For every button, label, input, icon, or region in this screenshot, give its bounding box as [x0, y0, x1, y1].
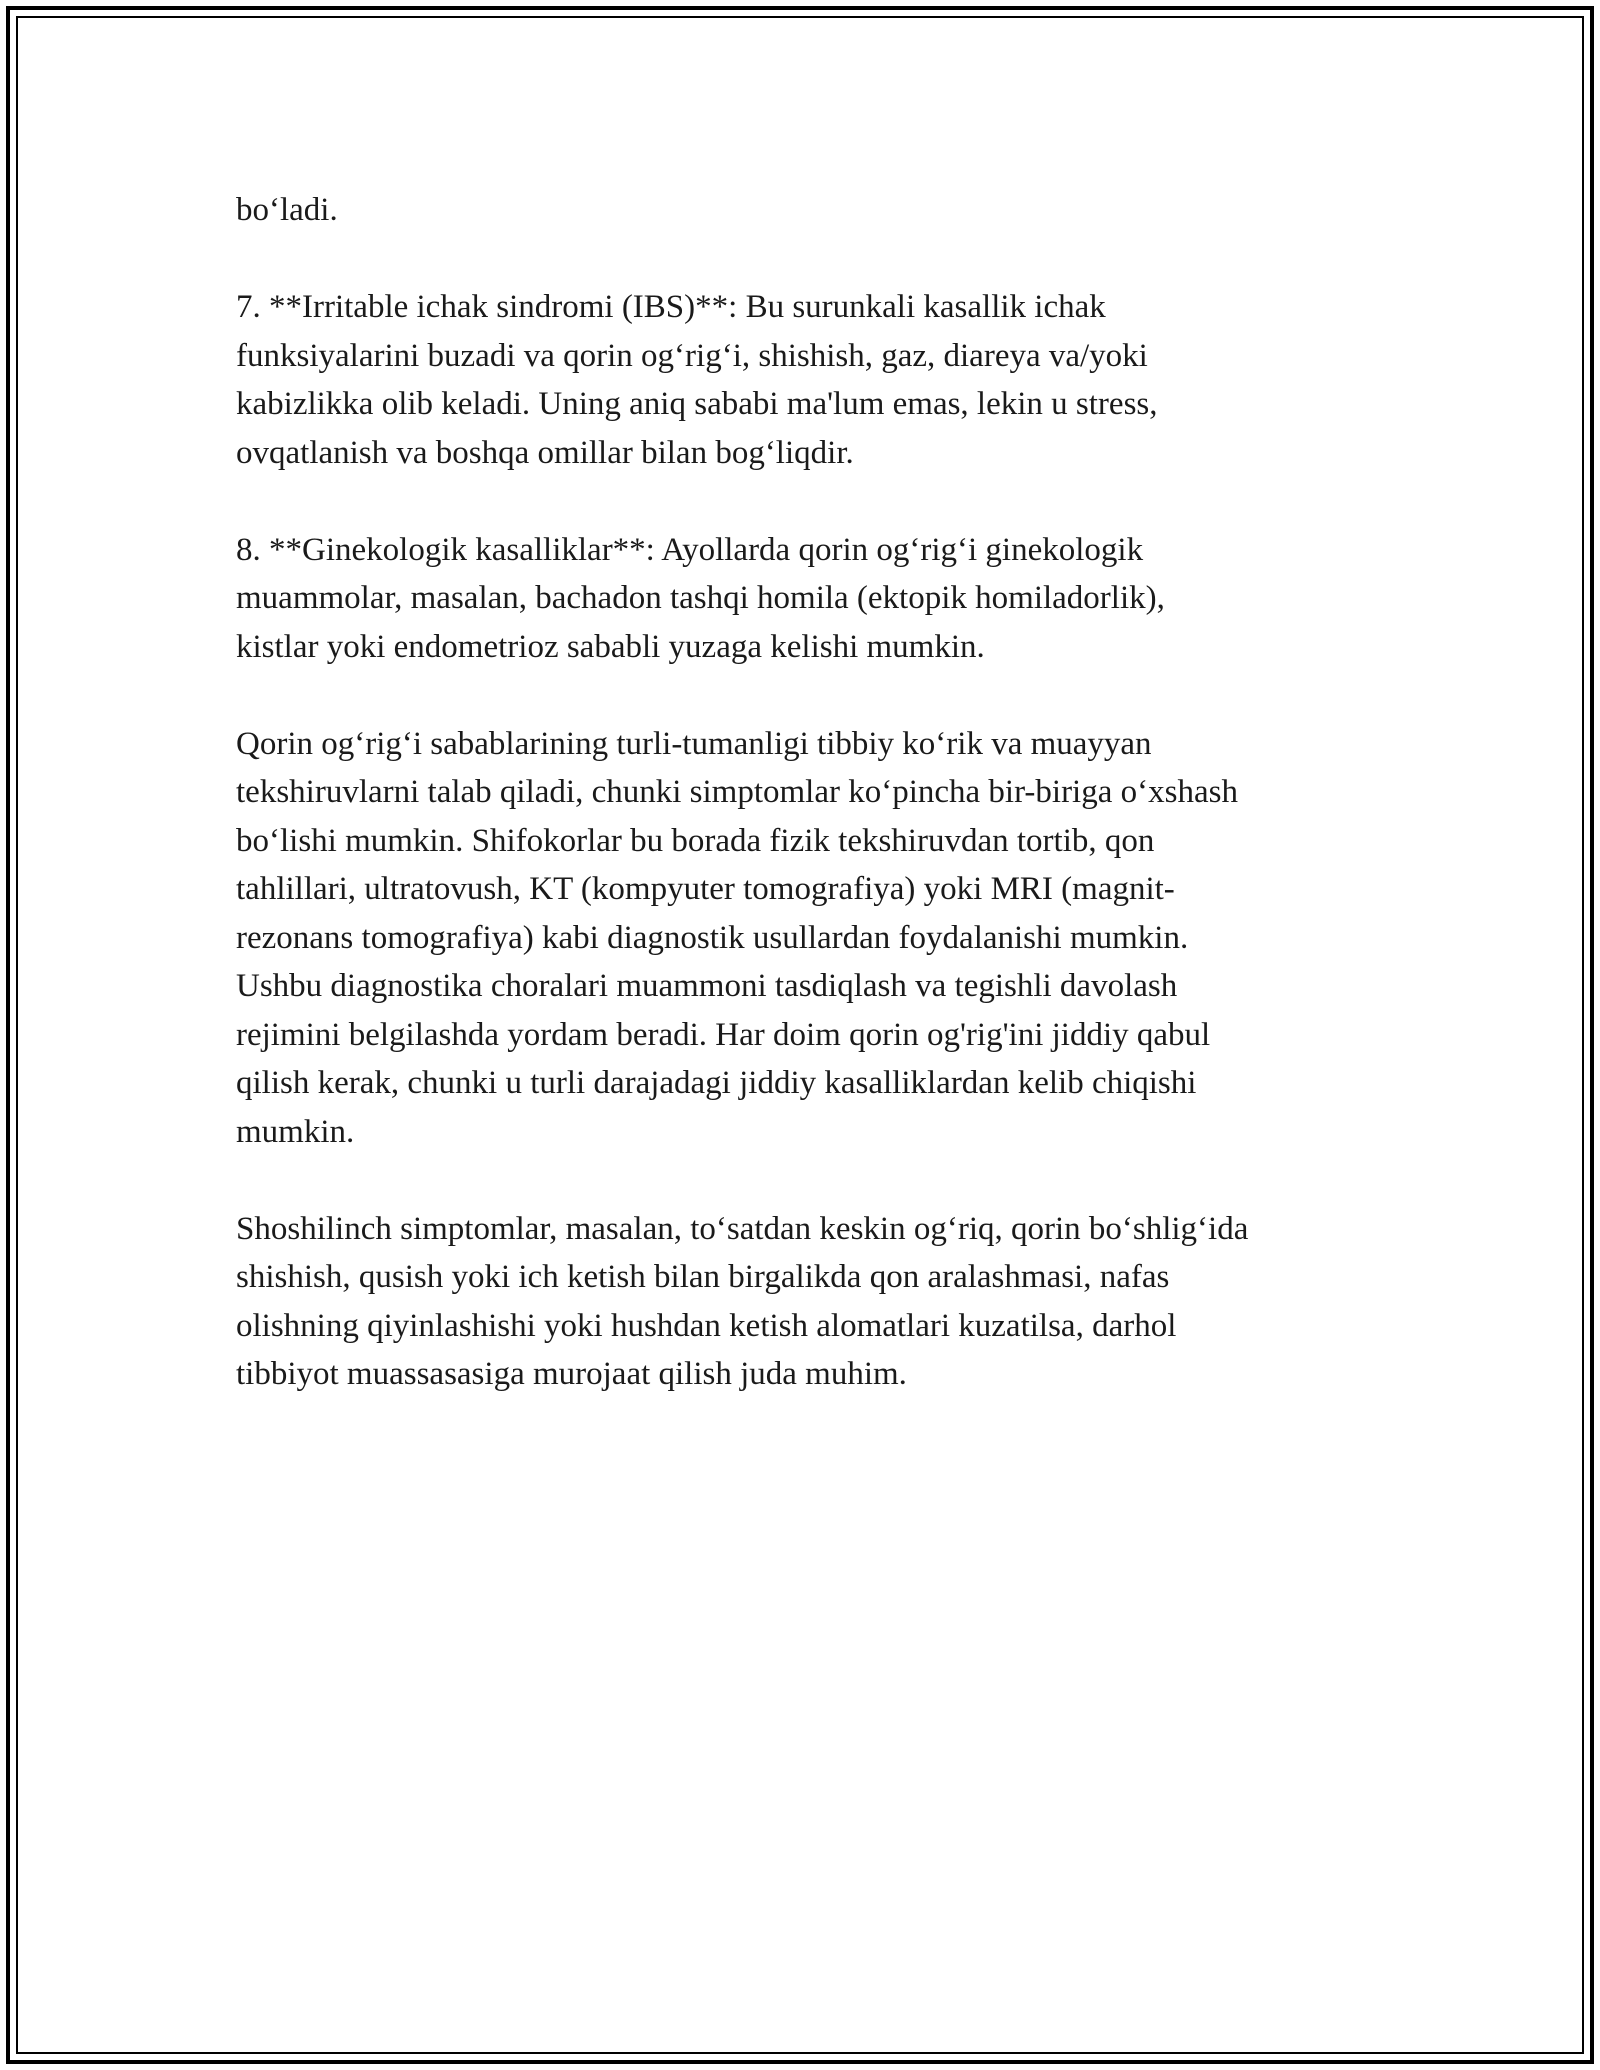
paragraph-emergency-symptoms: Shoshilinch simptomlar, masalan, to‘satdan keskin og‘riq, qorin bo‘shlig‘ida shishish, qusish yoki ich ketish bilan birgalikda qon aralashmasi, nafas olishning qiyinlashishi yoki hushdan ketish alomatlari kuzatilsa, darhol tibbiyot muassasasiga murojaat qilish juda muhim. — [236, 1210, 1249, 1392]
paragraph-diagnostics: Qorin og‘rig‘i sabablarining turli-tumanligi tibbiy ko‘rik va muayyan tekshiruvlarni talab qiladi, chunki simptomlar ko‘pincha bir-biriga o‘xshash bo‘lishi mumkin. Shifokorlar bu borada fizik tekshiruvdan tortib, qon tahlillari, ultratovush, KT (kompyuter tomografiya) yoki MRI (magnit- rezonans tomografiya) kabi diagnostik usullardan foydalanishi mumkin. Ushbu diagnostika choralari muammoni tasdiqlash va tegishli davolash rejimini belgilashda yordam beradi. Har doim qorin og'rig'ini jiddiy qabul qilish kerak, chunki u turli darajadagi jiddiy kasalliklardan kelib chiqishi mumkin. — [236, 725, 1238, 1150]
document-body — [236, 186, 1366, 1447]
paragraph-item-7-ibs: 7. **Irritable ichak sindromi (IBS)**: Bu surunkali kasallik ichak funksiyalarini buzadi va qorin og‘rig‘i, shishish, gaz, diareya va/yoki kabizlikka olib keladi. Uning aniq sababi ma'lum emas, lekin u stress, ovqatlanish va boshqa omillar bilan bog‘liqdir. — [236, 289, 1158, 471]
paragraph-continuation: bo‘ladi. — [236, 192, 338, 228]
paragraph-item-8-gynecological: 8. **Ginekologik kasalliklar**: Ayollarda qorin og‘rig‘i ginekologik muammolar, masalan, bachadon tashqi homila (ektopik homiladorlik), kistlar yoki endometrioz sababli yuzaga kelishi mumkin. — [236, 531, 1165, 665]
